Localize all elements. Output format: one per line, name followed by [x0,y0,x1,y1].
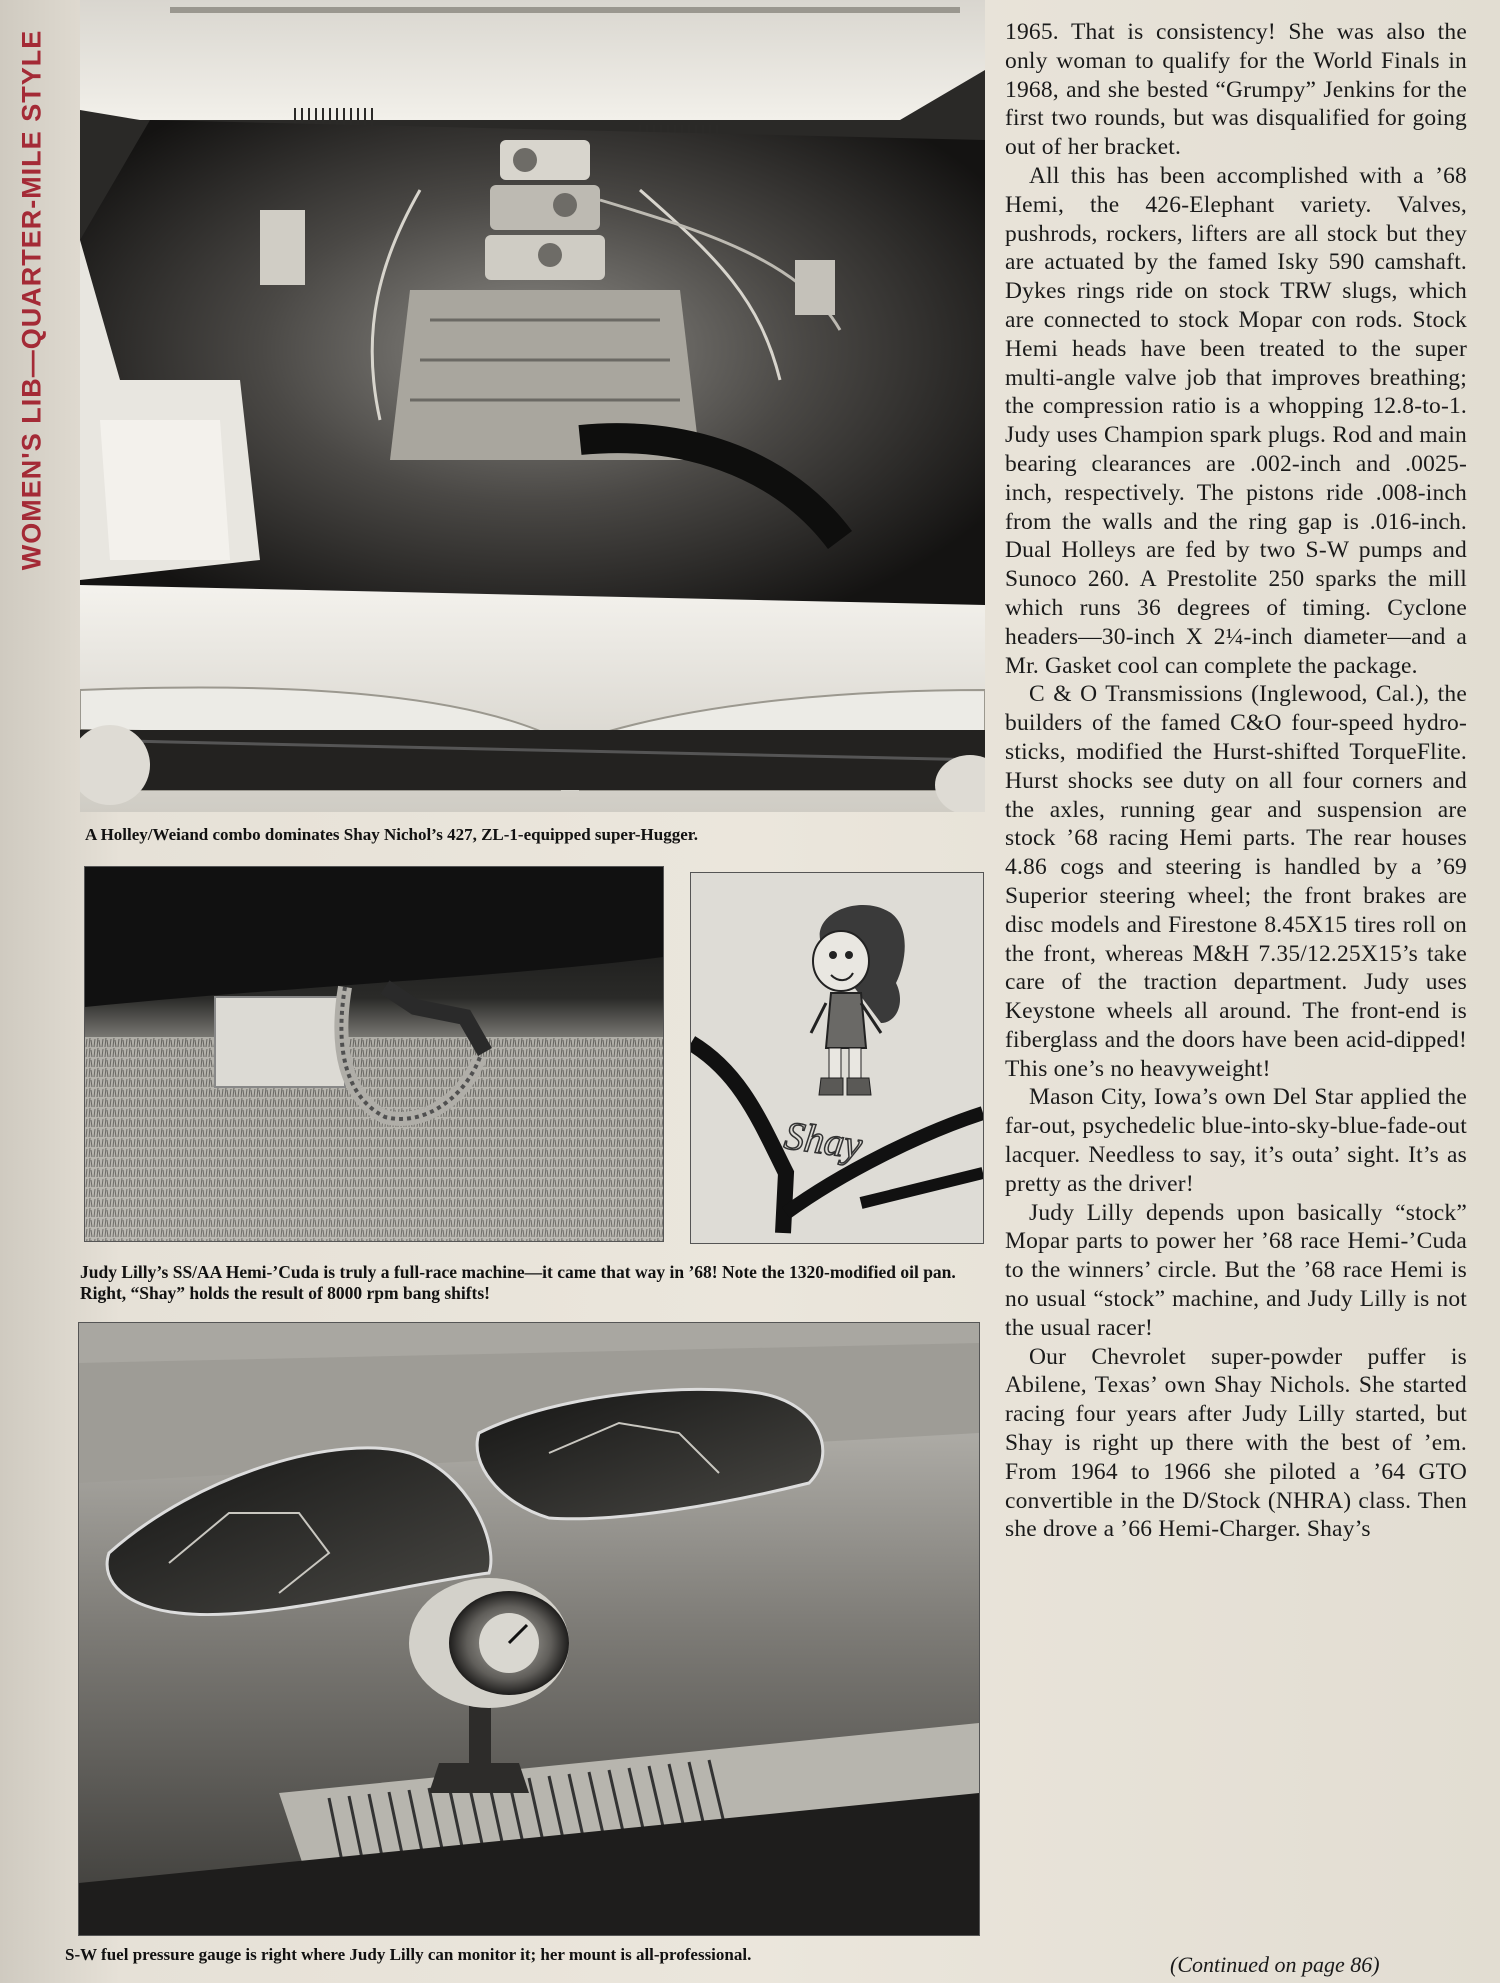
article-paragraph: C & O Transmissions (Inglewood, Cal.), the builders of the famed C&O four-speed hydro-sticks, modified the Hurst-shifted TorqueFlite. Hurst shocks see duty on all four corners and the axles, running gear and suspension are stock ’68 racing Hemi parts. The rear houses 4.86 cogs and steering is handled by a ’69 Superior steering wheel; the front brakes are disc models and Firestone 8.45X15 tires roll on the front, whereas M&H 7.35/12.25X15’s take care of the traction department. Judy uses Keystone wheels all around. The front-end is fiberglass and the doors have been acid-dipped! This one’s no heavyweight! [1005,681,1467,1082]
gauge-photo-caption: S-W fuel pressure gauge is right where Judy Lilly can monitor it; her mount is all-professional. [65,1945,752,1964]
oil-pan-photo-caption: Judy Lilly’s SS/AA Hemi-’Cuda is truly a full-race machine—it came that way in ’68! Note the 1320-modified oil pan. Right, “Shay” holds the result of 8000 rpm bang shifts! [80,1262,956,1303]
engine-photo-caption: A Holley/Weiand combo dominates Shay Nichol’s 427, ZL-1-equipped super-Hugger. [85,825,699,844]
article-paragraph: Judy Lilly depends upon basically “stock” Mopar parts to power her ’68 race Hemi-’Cuda to the winners’ circle. But the ’68 race Hemi is no usual “stock” machine, and Judy Lilly is not the usual racer! [1005,1199,1467,1341]
article-paragraph: Our Chevrolet super-powder puffer is Abilene, Texas’ own Shay Nichols. She started racing four years after Judy Lilly started, but Shay is right up there with the best of ’em. From 1964 to 1966 she piloted a ’64 GTO convertible in the D/Stock (NHRA) class. Then she drove a ’66 Hemi-Charger. Shay’s [1005,1343,1467,1543]
article-column [1005,18,1467,1544]
engine-bay-photo [80,0,985,812]
section-label-text: WOMEN'S LIB—QUARTER-MILE STYLE [16,29,47,571]
article-paragraph: 1965. That is consistency! She was also the only woman to qualify for the World Finals in 1968, and she bested “Grumpy” Jenkins for the first two rounds, but was disqualified for going out of her bracket. [1005,19,1467,161]
article-paragraph: All this has been accomplished with a ’68 Hemi, the 426-Elephant variety. Valves, pushrods, rockers, lifters are all stock but they are actuated by the famed Isky 590 camshaft. Dykes rings ride on stock TRW slugs, which are connected to stock Mopar con rods. Stock Hemi heads have been treated to the super multi-angle valve job that improves breathing; the compression ratio is a whopping 12.8-to-1. Judy uses Champion spark plugs. Rod and main bearing clearances are .002-inch and .0025-inch, respectively. The pistons ride .008-inch from the walls and the ring gap is .016-inch. Dual Holleys are fed by two S-W pumps and Sunoco 260. A Prestolite 250 sparks the mill which runs 36 degrees of timing. Cyclone headers—30-inch X 2¼-inch diameter—and a Mr. Gasket cool can complete the package. [1005,162,1467,679]
continued-note: (Continued on page 86) [1170,1952,1380,1977]
oil-pan-photo [84,866,664,1242]
article-paragraph: Mason City, Iowa’s own Del Star applied the far-out, psychedelic blue-into-sky-blue-fade-out lacquer. Needless to say, it’s outa’ sight. It’s as pretty as the driver! [1005,1084,1467,1197]
shay-signature: Shay [781,1112,866,1168]
section-label [8,0,56,600]
shay-cartoon-photo [690,872,984,1244]
gauge-photo [78,1322,980,1936]
